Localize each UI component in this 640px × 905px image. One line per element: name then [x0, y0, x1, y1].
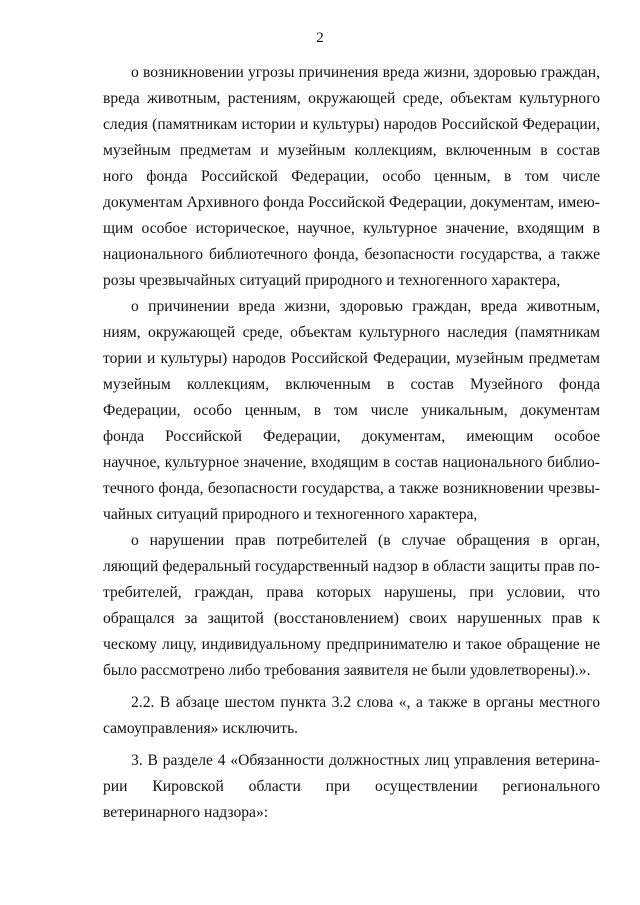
text-line: национального библиотечного фонда, безопасности государства, а также — [103, 246, 600, 263]
paragraph — [103, 748, 600, 826]
text-line: 2.2. В абзаце шестом пункта 3.2 слова «, а также в органы местного — [131, 694, 600, 711]
text-line: ниям, окружающей среде, объектам культурного наследия (памятникам — [103, 324, 600, 341]
text-line: рии Кировской области при осуществлении регионального — [103, 778, 600, 795]
text-line: вреда животным, растениям, окружающей среде, объектам культурного — [103, 90, 600, 107]
text-line: Федерации, особо ценным, в том числе уникальным, документам — [103, 402, 600, 419]
text-line: тории и культуры) народов Российской Федерации, музейным предметам — [103, 350, 600, 367]
text-line: обращался за защитой (восстановлением) своих нарушенных прав к — [103, 610, 600, 627]
text-line: самоуправления» исключить. — [103, 720, 299, 737]
text-line: научное, культурное значение, входящим в состав национального библио- — [103, 454, 600, 471]
text-line: течного фонда, безопасности государства, а также возникновении чрезвы- — [103, 480, 600, 497]
paragraph — [103, 294, 600, 528]
text-line: о нарушении прав потребителей (в случае обращения в орган, — [131, 532, 600, 549]
text-line: музейным предметам и музейным коллекциям, включенным в состав — [103, 142, 600, 159]
text-line: щим особое историческое, научное, культурное значение, входящим в — [103, 220, 600, 237]
text-line: ляющий федеральный государственный надзор в области защиты прав по- — [103, 558, 600, 575]
text-line: музейным коллекциям, включенным в состав Музейного фонда — [103, 376, 600, 393]
document-body — [103, 60, 600, 826]
text-line: фонда Российской Федерации, документам, имеющим особое — [103, 428, 600, 445]
text-line: 3. В разделе 4 «Обязанности должностных лиц управления ветерина- — [131, 752, 600, 769]
text-line: ного фонда Российской Федерации, особо ценным, в том числе — [103, 168, 600, 185]
paragraph — [103, 60, 600, 294]
text-line: требителей, граждан, права которых нарушены, при условии, что — [103, 584, 600, 601]
page-number: 2 — [316, 30, 324, 46]
text-line: о возникновении угрозы причинения вреда жизни, здоровью граждан, — [131, 64, 600, 81]
text-line: ческому лицу, индивидуальному предпринимателю и такое обращение не — [103, 636, 600, 653]
text-line: чайных ситуаций природного и техногенного характера, — [103, 506, 478, 523]
text-line: документам Архивного фонда Российской Федерации, документам, имею- — [103, 194, 600, 211]
text-line: ветеринарного надзора»: — [103, 804, 269, 821]
text-line: было рассмотрено либо требования заявителя не были удовлетворены).». — [103, 662, 591, 679]
paragraph — [103, 528, 600, 684]
text-line: розы чрезвычайных ситуаций природного и техногенного характера, — [103, 272, 561, 289]
text-line: следия (памятникам истории и культуры) народов Российской Федерации, — [103, 116, 600, 133]
paragraph — [103, 690, 600, 742]
text-line: о причинении вреда жизни, здоровью граждан, вреда животным, — [131, 298, 600, 315]
